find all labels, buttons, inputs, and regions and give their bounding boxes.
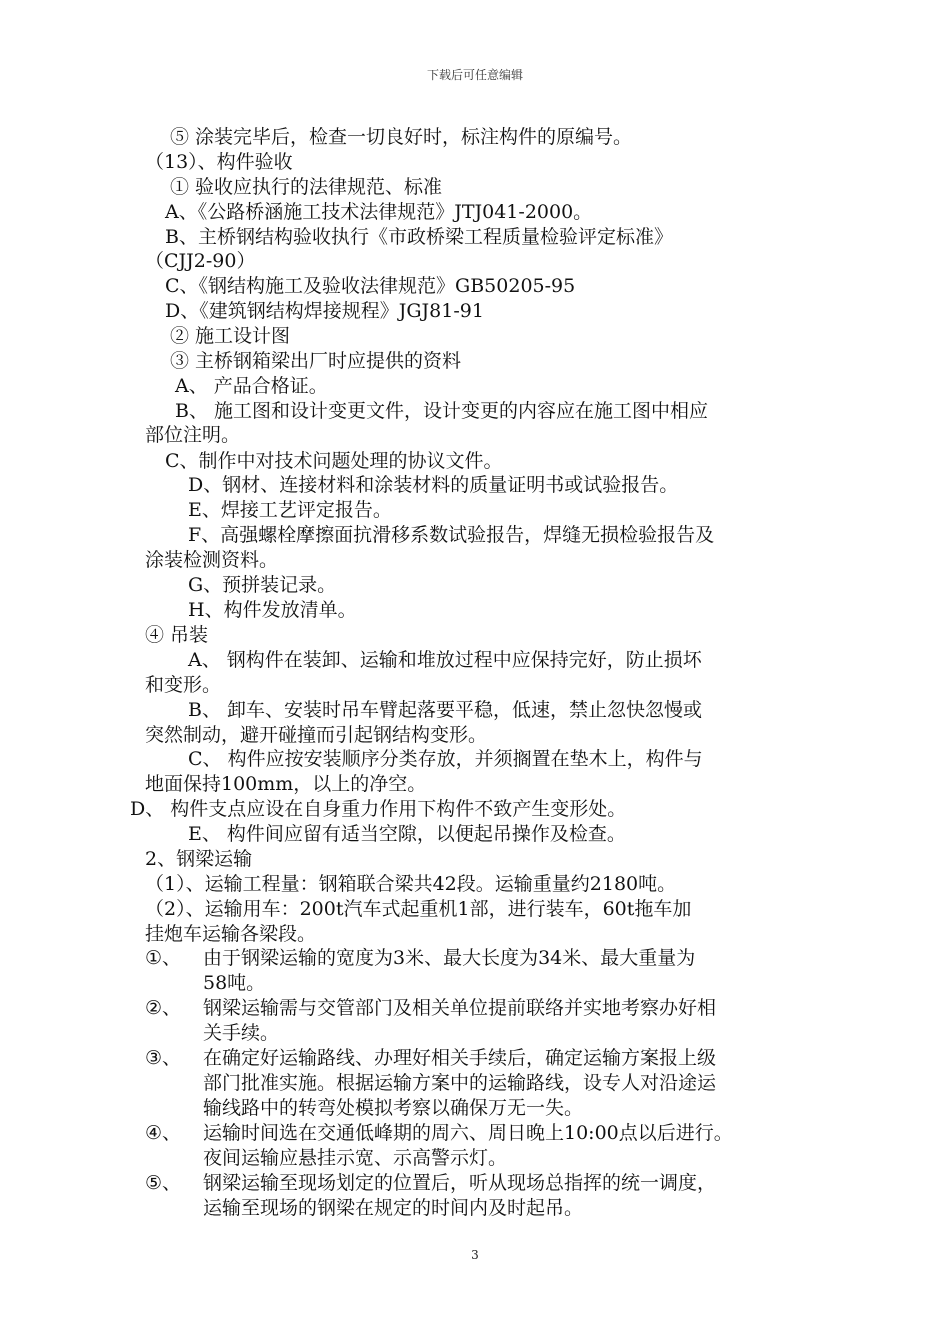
text-line: ⑤ 涂装完毕后，检查一切良好时，标注构件的原编号。 (170, 126, 633, 148)
text-line: 突然制动，避开碰撞而引起钢结构变形。 (145, 724, 488, 746)
section-heading: 2、钢梁运输 (145, 848, 253, 870)
text-line: B、主桥钢结构验收执行《市政桥梁工程质量检验评定标准》 (165, 226, 673, 248)
text-line: C、 构件应按安装顺序分类存放，并须搁置在垫木上，构件与 (188, 748, 703, 770)
text-line: 在确定好运输路线、办理好相关手续后，确定运输方案报上级 (203, 1047, 717, 1069)
text-line: F、高强螺栓摩擦面抗滑移系数试验报告，焊缝无损检验报告及 (188, 524, 715, 546)
list-marker: ④、 (145, 1122, 182, 1144)
text-line: 58吨。 (203, 972, 266, 994)
list-marker: ⑤、 (145, 1172, 182, 1194)
text-line: C、制作中对技术问题处理的协议文件。 (165, 450, 503, 472)
text-line: C、《钢结构施工及验收法律规范》GB50205-95 (165, 275, 576, 297)
text-line: 关手续。 (203, 1022, 280, 1044)
text-line: 由于钢梁运输的宽度为3米、最大长度为34米、最大重量为 (203, 947, 696, 969)
text-line: E、 构件间应留有适当空隙，以便起吊操作及检查。 (188, 823, 626, 845)
text-line: D、 构件支点应设在自身重力作用下构件不致产生变形处。 (130, 798, 627, 820)
text-line: 部门批准实施。根据运输方案中的运输路线，设专人对沿途运 (203, 1072, 717, 1094)
text-line: B、 卸车、安装时吊车臂起落要平稳，低速，禁止忽快忽慢或 (188, 699, 703, 721)
list-marker: ③、 (145, 1047, 182, 1069)
text-line: A、 钢构件在装卸、运输和堆放过程中应保持完好，防止损坏 (188, 649, 702, 671)
text-line: 钢梁运输需与交管部门及相关单位提前联络并实地考察办好相 (203, 997, 717, 1019)
section-heading: （13）、构件验收 (145, 151, 293, 173)
text-line: 涂装检测资料。 (145, 549, 279, 571)
text-line: ① 验收应执行的法律规范、标准 (170, 176, 443, 198)
text-line: E、焊接工艺评定报告。 (188, 499, 392, 521)
text-line: A、《公路桥涵施工技术法律规范》JTJ041-2000。 (165, 201, 593, 223)
text-line: ③ 主桥钢箱梁出厂时应提供的资料 (170, 350, 462, 372)
text-line: G、预拼装记录。 (188, 574, 337, 596)
text-line: D、《建筑钢结构焊接规程》JGJ81-91 (165, 300, 484, 322)
text-line: ④ 吊装 (145, 624, 209, 646)
page-header: 下载后可任意编辑 (426, 68, 523, 82)
text-line: （CJJ2-90） (145, 250, 256, 272)
text-line: 部位注明。 (145, 424, 241, 446)
text-line: 地面保持100mm，以上的净空。 (145, 773, 427, 795)
text-line: H、构件发放清单。 (188, 599, 357, 621)
page-number: 3 (471, 1248, 479, 1262)
text-line: （2）、运输用车：200t汽车式起重机1部，进行装车，60t拖车加 (145, 898, 692, 920)
text-line: 输线路中的转弯处模拟考察以确保万无一失。 (203, 1097, 584, 1119)
text-line: 夜间运输应悬挂示宽、示高警示灯。 (203, 1147, 508, 1169)
text-line: A、 产品合格证。 (175, 375, 328, 397)
text-line: （1）、运输工程量：钢箱联合梁共42段。运输重量约2180吨。 (145, 873, 677, 895)
text-line: 钢梁运输至现场划定的位置后，听从现场总指挥的统一调度， (203, 1172, 717, 1194)
text-line: B、 施工图和设计变更文件，设计变更的内容应在施工图中相应 (175, 400, 709, 422)
text-line: 和变形。 (145, 674, 222, 696)
list-marker: ①、 (145, 947, 182, 969)
text-line: 运输时间选在交通低峰期的周六、周日晚上10:00点以后进行。 (203, 1122, 733, 1144)
list-marker: ②、 (145, 997, 182, 1019)
text-line: 运输至现场的钢梁在规定的时间内及时起吊。 (203, 1197, 584, 1219)
text-line: 挂炮车运输各梁段。 (145, 923, 317, 945)
text-line: ② 施工设计图 (170, 325, 291, 347)
text-line: D、钢材、连接材料和涂装材料的质量证明书或试验报告。 (188, 474, 679, 496)
